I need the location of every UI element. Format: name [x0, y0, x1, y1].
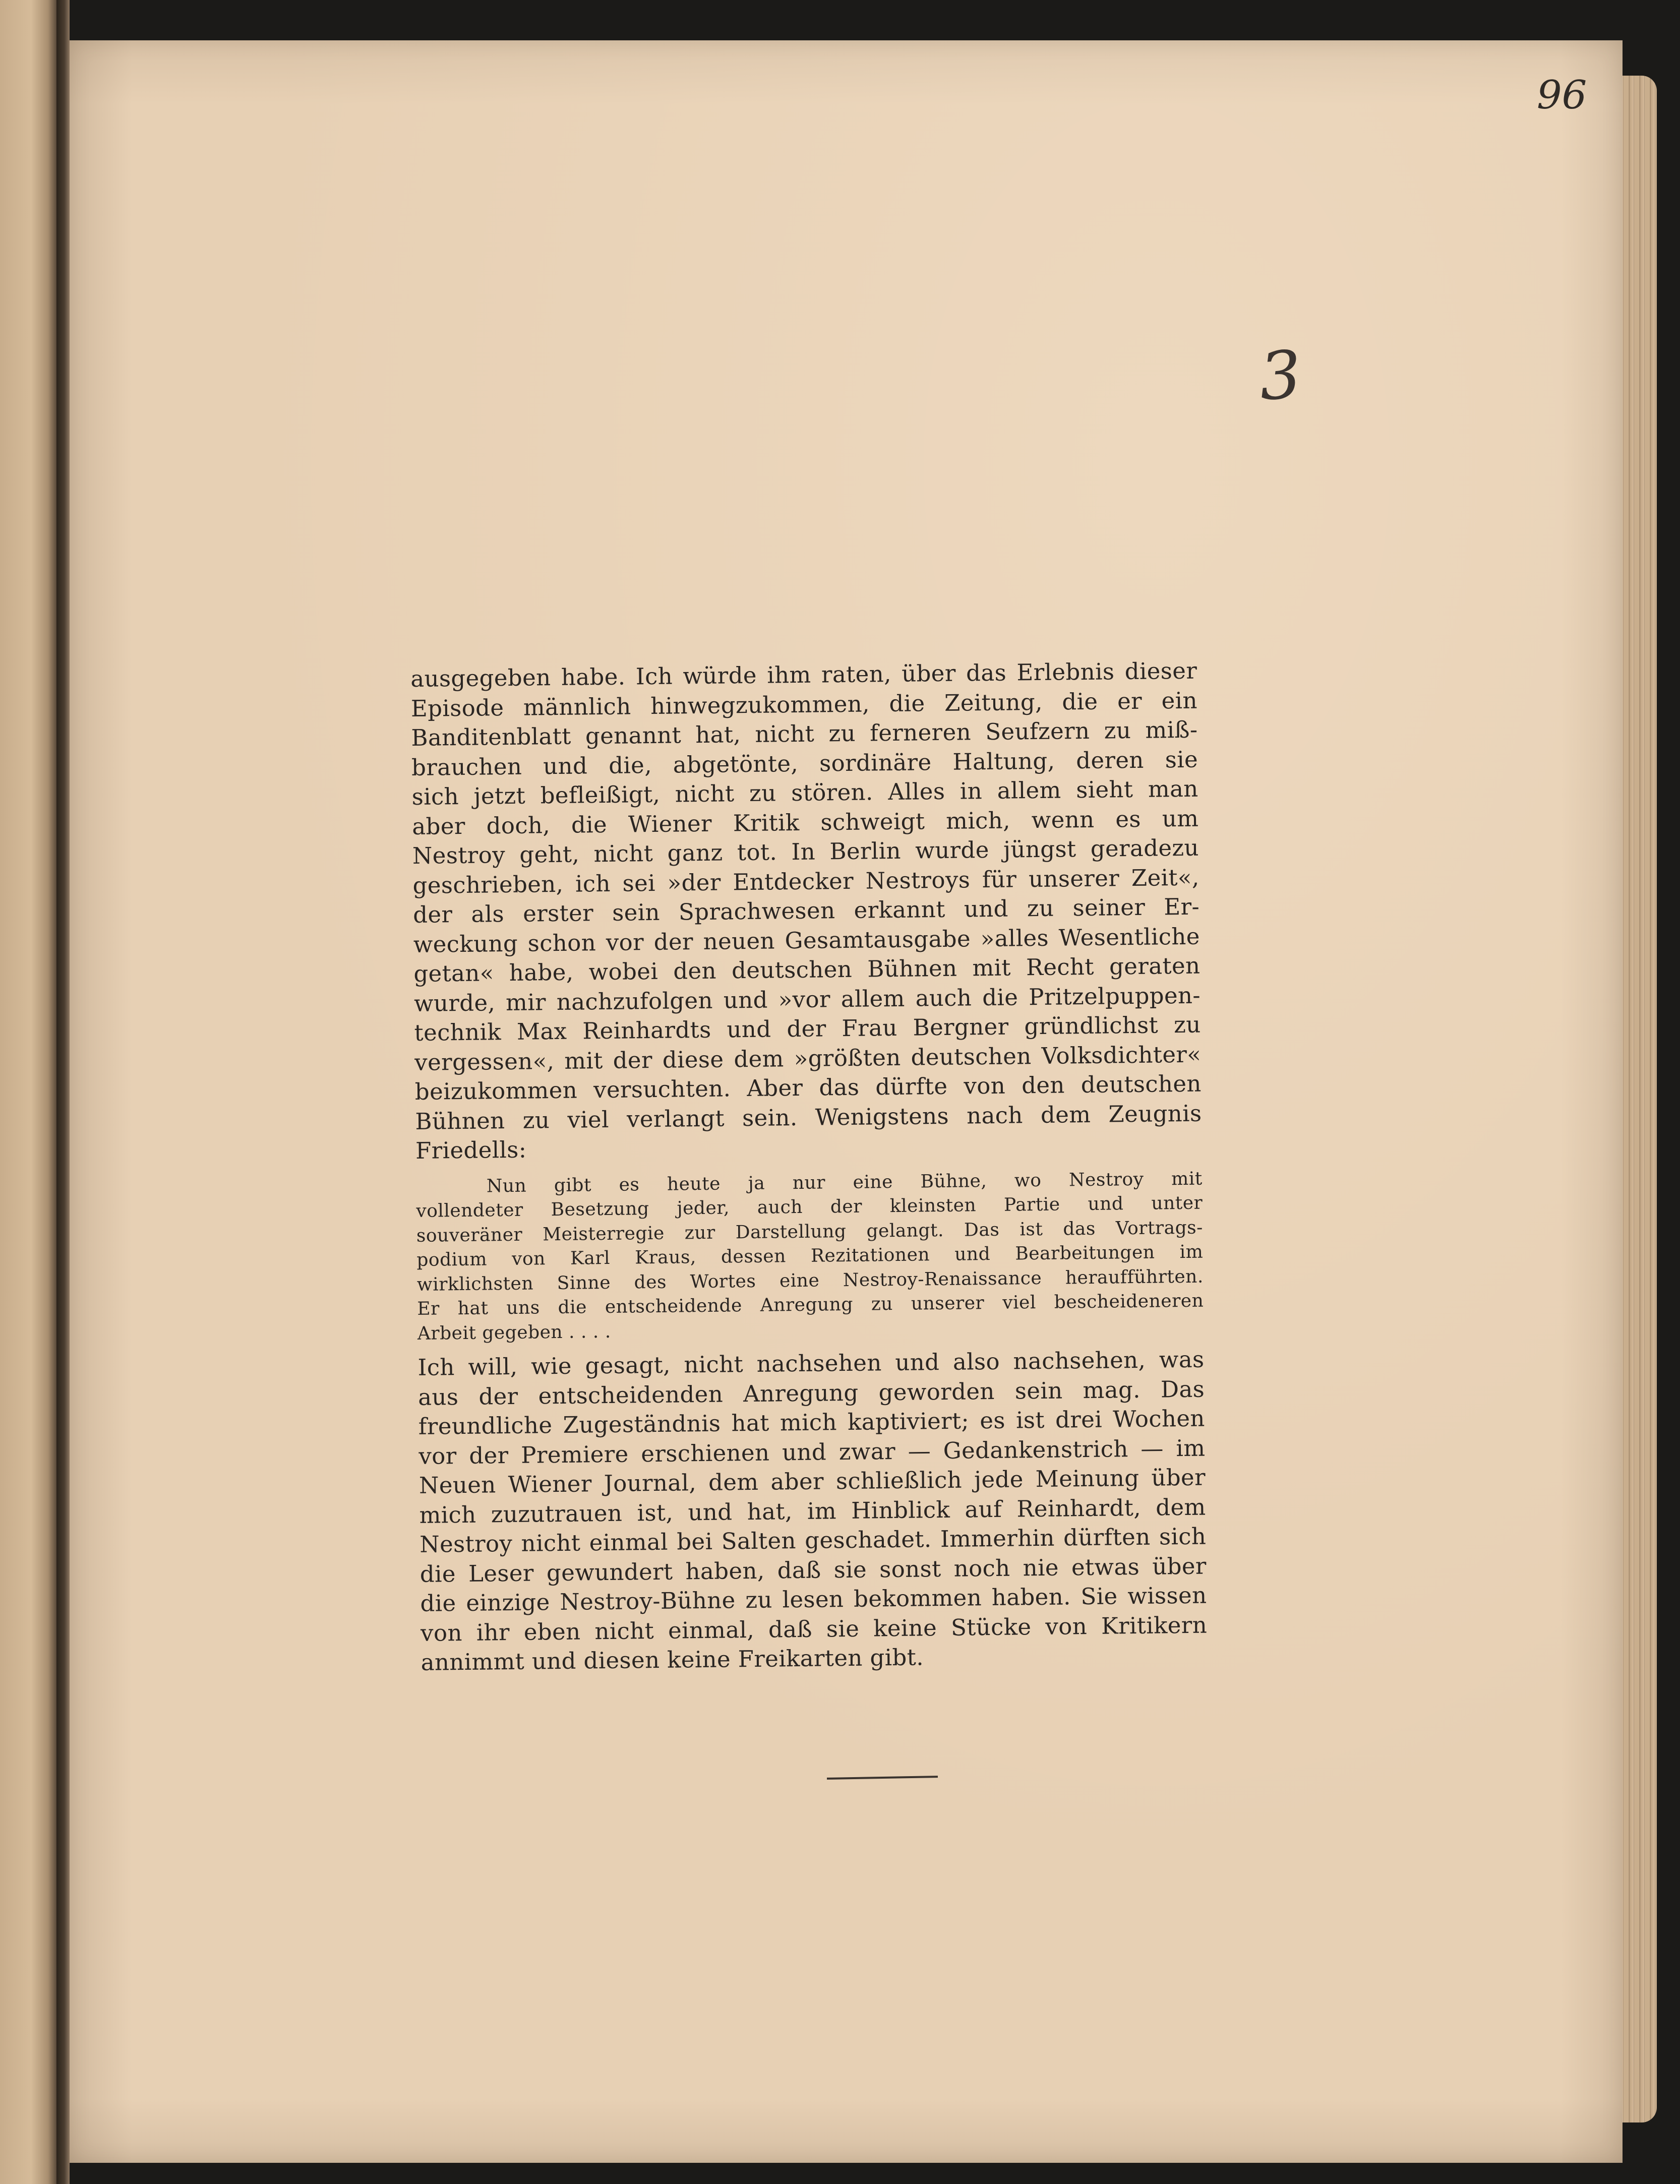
text-line: Episode männlich hinwegzukommen, die Zeitung, die er ein — [410, 687, 1198, 722]
quote-line: Arbeit gegeben . . . . — [417, 1321, 611, 1344]
end-rule — [827, 1776, 938, 1780]
quote-line: souveräner Meisterregie zur Darstellung gelangt. Das ist das Vortrags- — [416, 1217, 1203, 1246]
text-line: Neuen Wiener Journal, dem aber schließlich jede Meinung über — [418, 1464, 1206, 1499]
text-line: freundliche Zugeständnis hat mich kaptiviert; es ist drei Wochen — [418, 1405, 1206, 1440]
text-line: die einzige Nestroy-Bühne zu lesen bekommen haben. Sie wissen — [420, 1582, 1207, 1617]
text-line: wurde, mir nachzufolgen und »vor allem auch die Pritzelpuppen- — [413, 982, 1201, 1017]
paragraph-1 — [410, 656, 1202, 1166]
quote-line: Er hat uns die entscheidende Anregung zu unserer viel bescheideneren — [417, 1290, 1204, 1319]
text-line: vergessen«, mit der diese dem »größten deutschen Volksdichter« — [414, 1041, 1202, 1076]
text-line: Friedells: — [415, 1136, 527, 1164]
text-line: ausgegeben habe. Ich würde ihm raten, über das Erlebnis dieser — [410, 657, 1197, 692]
text-line: Nestroy nicht einmal bei Salten geschadet. Immerhin dürften sich — [419, 1523, 1207, 1558]
quote-line: wirklichsten Sinne des Wortes eine Nestroy-Renaissance heraufführten. — [416, 1266, 1204, 1295]
text-line: von ihr eben nicht einmal, daß sie keine Stücke von Kritikern — [420, 1611, 1208, 1647]
handwritten-sheet-mark: 3 — [1256, 336, 1304, 415]
text-line: geschrieben, ich sei »der Entdecker Nestroys für unserer Zeit«, — [412, 864, 1199, 899]
quote-line: vollendeter Besetzung jeder, auch der kleinsten Partie und unter — [416, 1192, 1203, 1222]
page-number: 96 — [1537, 73, 1587, 118]
text-line: weckung schon vor der neuen Gesamtausgabe »alles Wesentliche — [413, 923, 1201, 958]
text-block — [410, 656, 1208, 1678]
block-quote — [416, 1167, 1204, 1346]
text-line: sich jetzt befleißigt, nicht zu stören. Alles in allem sieht man — [411, 775, 1198, 810]
facing-page-edge — [0, 0, 56, 2184]
text-line: Bühnen zu viel verlangt sein. Wenigstens nach dem Zeugnis — [415, 1100, 1202, 1135]
text-line: aus der entscheidenden Anregung geworden sein mag. Das — [417, 1375, 1205, 1411]
text-line: Nestroy geht, nicht ganz tot. In Berlin wurde jüngst geradezu — [412, 834, 1199, 869]
text-line: Banditenblatt genannt hat, nicht zu ferneren Seufzern zu miß- — [411, 716, 1198, 751]
text-line: brauchen und die, abgetönte, sordinäre Haltung, deren sie — [411, 746, 1198, 781]
text-line: beizukommen versuchten. Aber das dürfte von den deutschen — [414, 1070, 1202, 1105]
quote-line: Nun gibt es heute ja nur eine Bühne, wo Nestroy mit — [486, 1168, 1203, 1196]
text-line: vor der Premiere erschienen und zwar — Gedankenstrich — im — [418, 1434, 1206, 1470]
book-gutter — [56, 0, 70, 2184]
text-line: aber doch, die Wiener Kritik schweigt mich, wenn es um — [412, 805, 1199, 840]
text-line: mich zuzutrauen ist, und hat, im Hinblick auf Reinhardt, dem — [419, 1493, 1206, 1529]
text-line: der als erster sein Sprachwesen erkannt und zu seiner Er- — [412, 893, 1200, 928]
text-line: die Leser gewundert haben, daß sie sonst noch nie etwas über — [419, 1552, 1207, 1588]
text-line: getan« habe, wobei den deutschen Bühnen mit Recht geraten — [413, 952, 1201, 987]
quote-line: podium von Karl Kraus, dessen Rezitationen und Bearbeitungen im — [416, 1241, 1204, 1270]
paragraph-2 — [417, 1345, 1208, 1678]
text-line: Ich will, wie gesagt, nicht nachsehen und also nachsehen, was — [417, 1346, 1205, 1381]
text-line: annimmt und diesen keine Freikarten gibt. — [421, 1644, 924, 1676]
text-line: technik Max Reinhardts und der Frau Bergner gründlichst zu — [414, 1011, 1201, 1046]
